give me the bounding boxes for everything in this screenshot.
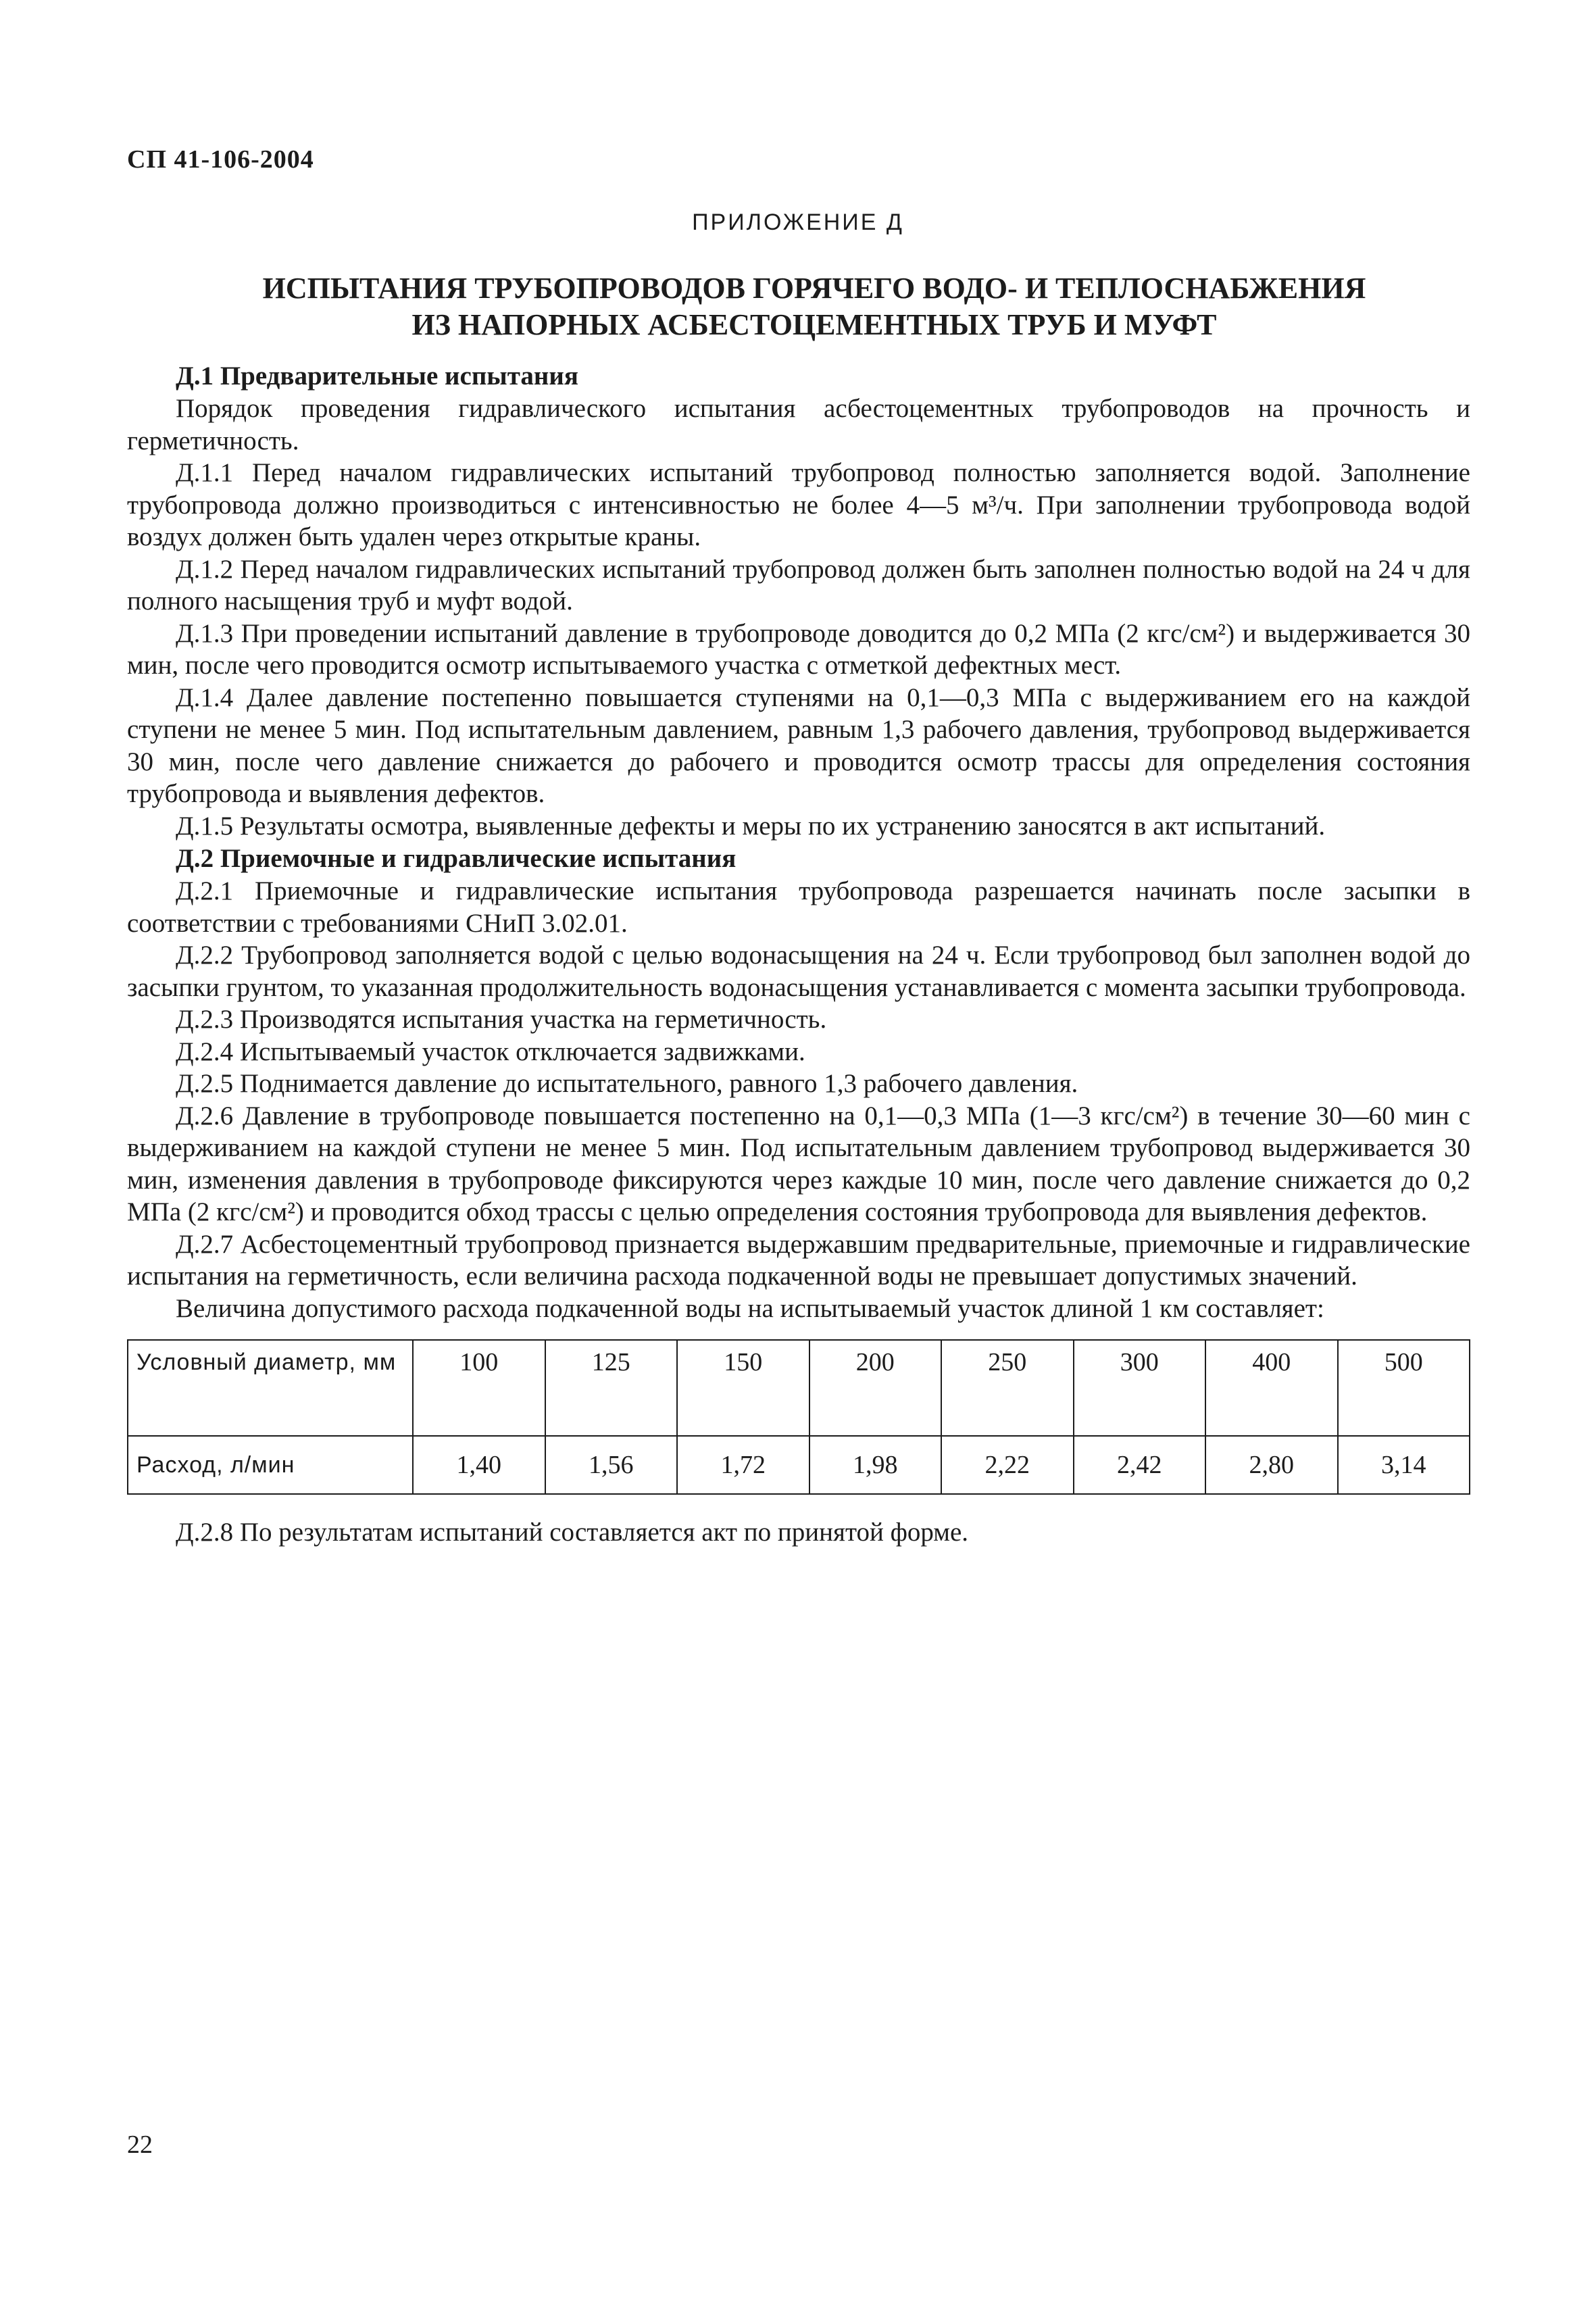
table-cell-diameter: 200 [809, 1340, 942, 1436]
document-body [127, 359, 1470, 1549]
paragraph-d2-1: Д.2.1 Приемочные и гидравлические испытания трубопровода разрешается начинать после засыпки в соответствии с требованиями СНиП 3.02.01. [127, 876, 1470, 938]
table-cell-flow: 1,56 [545, 1436, 678, 1494]
paragraph-d2-2: Д.2.2 Трубопровод заполняется водой с целью водонасыщения на 24 ч. Если трубопровод был заполнен водой до засыпки грунтом, то указанная продолжительность водонасыщения устанавливается с момента засыпки трубопровода. [127, 941, 1470, 1002]
paragraph-d2-8: Д.2.8 По результатам испытаний составляется акт по принятой форме. [176, 1518, 969, 1547]
table-cell-diameter: 500 [1338, 1340, 1470, 1436]
table-row-header-flow: Расход, л/мин [128, 1436, 413, 1494]
appendix-title [176, 270, 1453, 343]
paragraph-d1-3: Д.1.3 При проведении испытаний давление в трубопроводе доводится до 0,2 МПа (2 кгс/см²) и выдерживается 30 мин, после чего проводится осмотр испытываемого участка с отметкой дефектных мест. [127, 618, 1470, 680]
table-cell-flow: 1,72 [677, 1436, 809, 1494]
section-heading-d1: Д.1 Предварительные испытания [176, 362, 578, 391]
paragraph-d1-intro: Порядок проведения гидравлического испытания асбестоцементных трубопроводов на прочность и герметичность. [127, 394, 1470, 455]
table-cell-diameter: 100 [413, 1340, 545, 1436]
paragraph-d1-1: Д.1.1 Перед началом гидравлических испытаний трубопровод полностью заполняется водой. Заполнение трубопровода должно производиться с интенсивностью не более 4—5 м³/ч. При заполнении трубопровода водой воздух должен быть удален через открытые краны. [127, 458, 1470, 551]
paragraph-d1-4: Д.1.4 Далее давление постепенно повышается ступенями на 0,1—0,3 МПа с выдерживанием его на каждой ступени не менее 5 мин. Под испытательным давлением, равным 1,3 рабочего давления, трубопровод выдерживается 30 мин, после чего давление снижается до рабочего и проводится осмотр трассы для определения состояния трубопровода и выявления дефектов. [127, 682, 1470, 808]
paragraph-d2-7: Д.2.7 Асбестоцементный трубопровод признается выдержавшим предварительные, приемочные и гидравлические испытания на герметичность, если величина расхода подкаченной воды не превышает допустимых значений. [127, 1229, 1470, 1291]
table-cell-flow: 3,14 [1338, 1436, 1470, 1494]
flow-table-wrapper [127, 1339, 1470, 1495]
table-cell-diameter: 250 [941, 1340, 1074, 1436]
table-cell-diameter: 150 [677, 1340, 809, 1436]
appendix-title-line-2: ИЗ НАПОРНЫХ АСБЕСТОЦЕМЕНТНЫХ ТРУБ И МУФТ [412, 308, 1217, 341]
table-cell-flow: 2,22 [941, 1436, 1074, 1494]
document-code: СП 41-106-2004 [127, 145, 314, 174]
table-cell-flow: 1,98 [809, 1436, 942, 1494]
paragraph-d1-5: Д.1.5 Результаты осмотра, выявленные дефекты и меры по их устранению заносятся в акт испытаний. [176, 811, 1326, 841]
table-row-diameter [128, 1340, 1470, 1436]
table-row-flow [128, 1436, 1470, 1494]
appendix-label: ПРИЛОЖЕНИЕ Д [692, 209, 904, 235]
table-cell-diameter: 400 [1205, 1340, 1338, 1436]
paragraph-d1-2: Д.1.2 Перед началом гидравлических испытаний трубопровод должен быть заполнен полностью водой на 24 ч для полного насыщения труб и муфт водой. [127, 554, 1470, 616]
page-number: 22 [127, 2131, 153, 2159]
table-cell-diameter: 125 [545, 1340, 678, 1436]
table-row-header-diameter: Условный диаметр, мм [128, 1340, 413, 1436]
table-cell-flow: 2,80 [1205, 1436, 1338, 1494]
paragraph-table-intro: Величина допустимого расхода подкаченной воды на испытываемый участок длиной 1 км составляет: [176, 1293, 1324, 1323]
paragraph-d2-4: Д.2.4 Испытываемый участок отключается задвижками. [176, 1037, 805, 1066]
table-cell-diameter: 300 [1074, 1340, 1206, 1436]
paragraph-d2-3: Д.2.3 Производятся испытания участка на герметичность. [176, 1005, 827, 1034]
paragraph-d2-6: Д.2.6 Давление в трубопроводе повышается постепенно на 0,1—0,3 МПа (1—3 кгс/см²) в течение 30—60 мин с выдерживанием на каждой ступени не менее 5 мин. Под испытательным давлением трубопровод выдерживается 30 мин, изменения давления в трубопроводе фиксируются через каждые 10 мин, после чего давление снижается до 0,2 МПа (2 кгс/см²) и проводится обход трассы с целью определения состояния трубопровода для выявления дефектов. [127, 1101, 1470, 1226]
allowable-flow-table [127, 1339, 1470, 1495]
section-heading-d2: Д.2 Приемочные и гидравлические испытания [176, 844, 737, 873]
paragraph-d2-5: Д.2.5 Поднимается давление до испытательного, равного 1,3 рабочего давления. [176, 1069, 1078, 1098]
table-cell-flow: 2,42 [1074, 1436, 1206, 1494]
appendix-title-line-1: ИСПЫТАНИЯ ТРУБОПРОВОДОВ ГОРЯЧЕГО ВОДО- И ТЕПЛОСНАБЖЕНИЯ [262, 272, 1366, 305]
table-cell-flow: 1,40 [413, 1436, 545, 1494]
